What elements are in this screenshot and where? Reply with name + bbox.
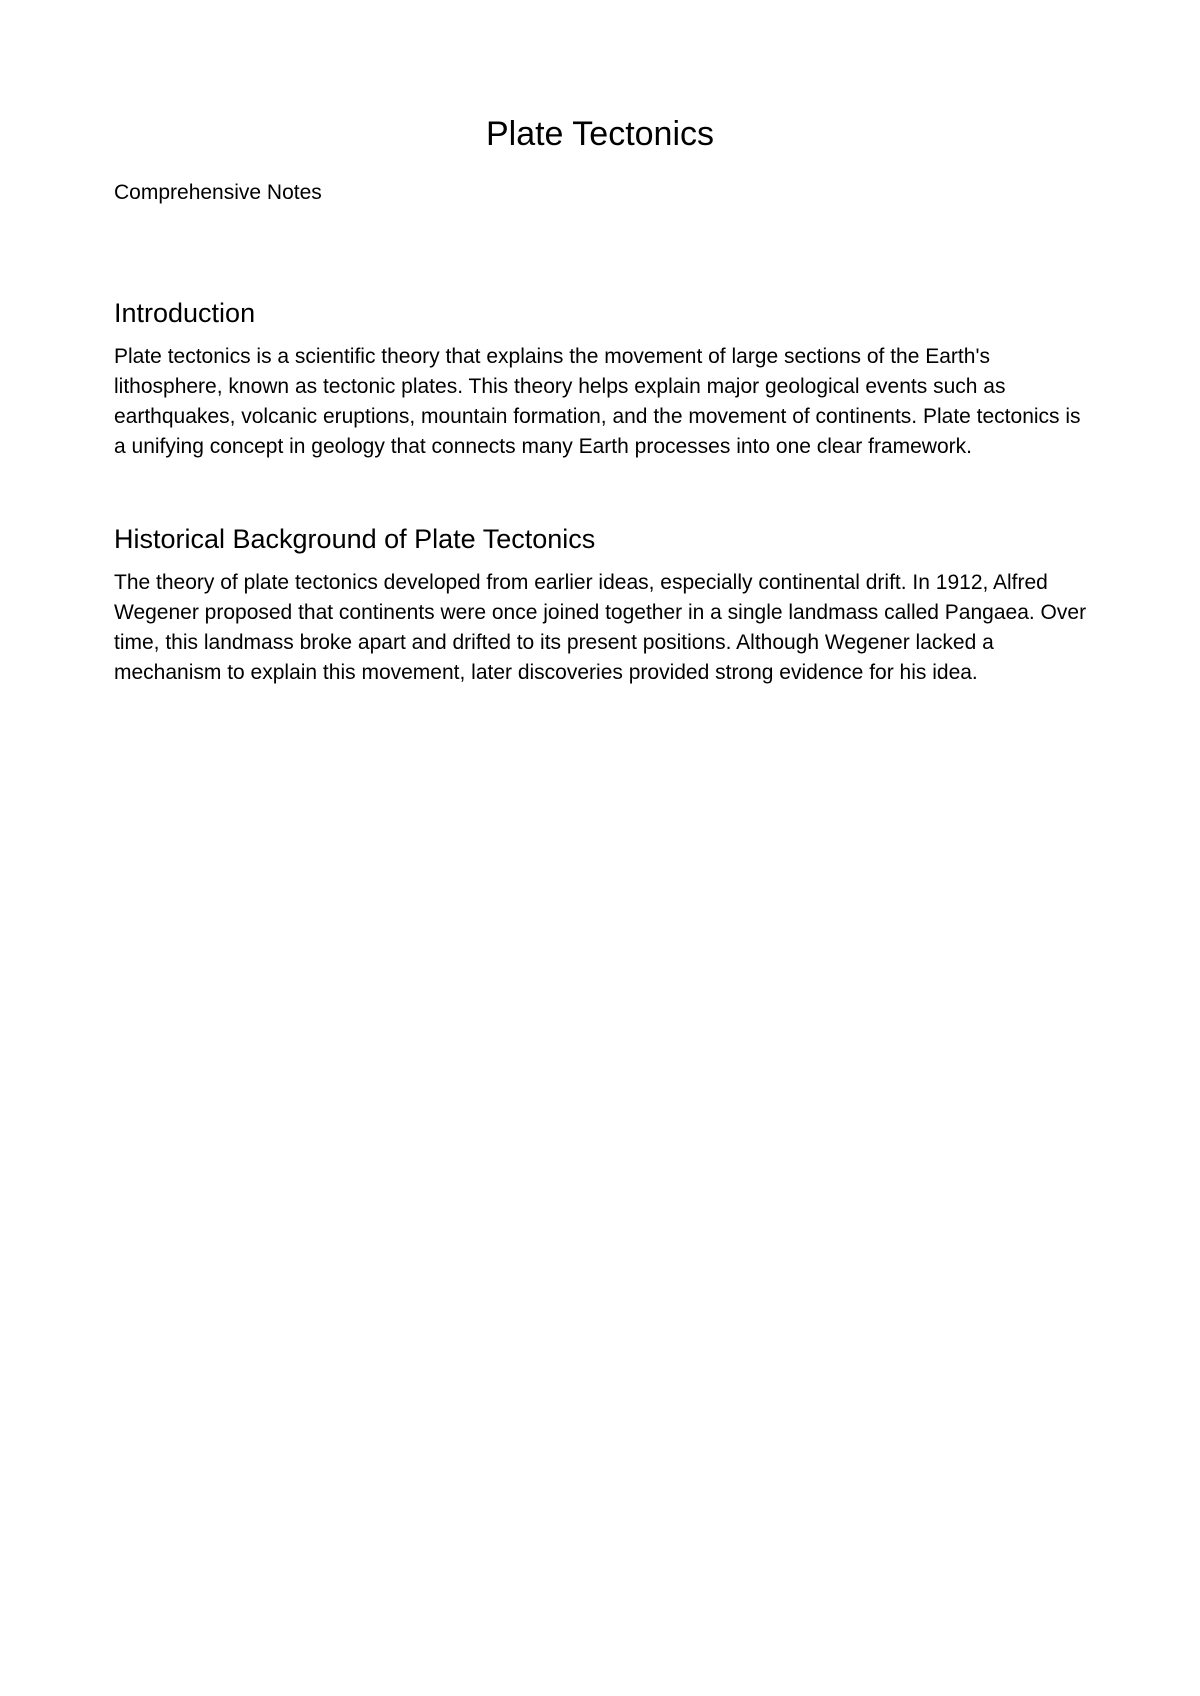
section-introduction [114,296,1104,462]
section-heading: Introduction [114,298,256,328]
section-paragraph: The theory of plate tectonics developed from earlier ideas, especially continental drift. In 1912, Alfred Wegener proposed that continents were once joined together in a single landmass called Pangaea. Over time, this landmass broke apart and drifted to its present positions. Although Wegener lacked a mechanism to explain this movement, later discoveries provided strong evidence for his idea. [114,571,1087,684]
section-paragraph: Plate tectonics is a scientific theory that explains the movement of large sections of the Earth's lithosphere, known as tectonic plates. This theory helps explain major geological events such as earthquakes, volcanic eruptions, mountain formation, and the movement of continents. Plate tectonics is a unifying concept in geology that connects many Earth processes into one clear framework. [114,345,1081,458]
section-heading: Historical Background of Plate Tectonics [114,524,596,554]
document-subtitle: Comprehensive Notes [114,181,322,204]
section-historical-background [114,522,1104,688]
document-title: Plate Tectonics [485,115,715,153]
